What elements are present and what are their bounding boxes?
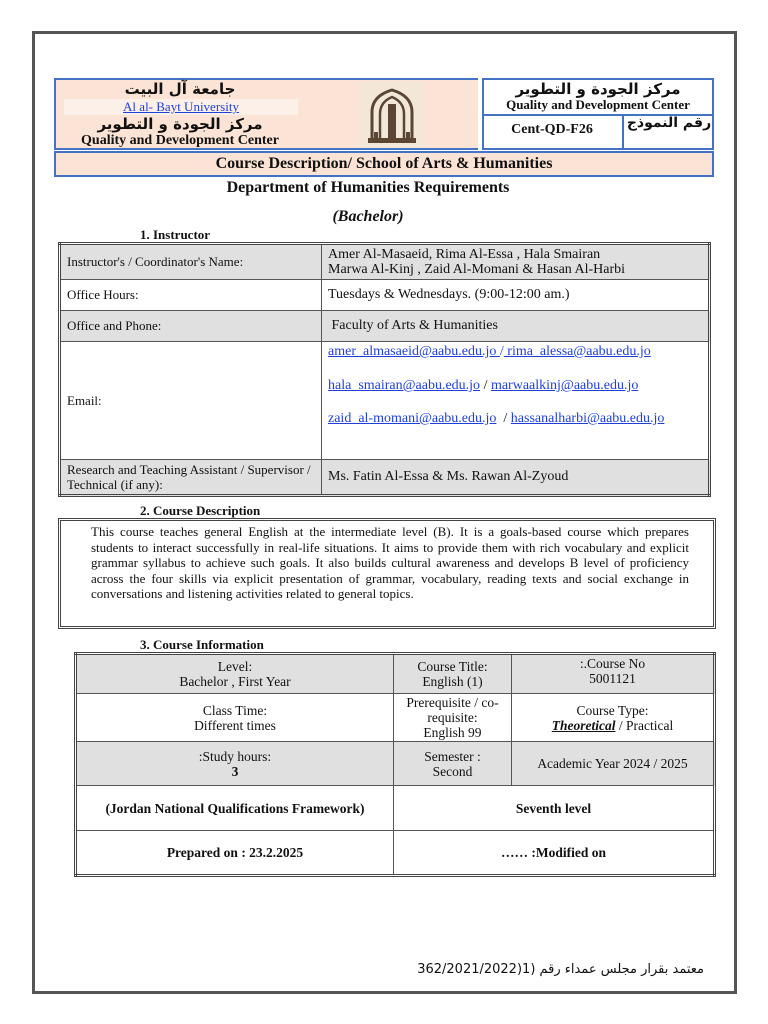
course-description-text: This course teaches general English at the intermediate level (B). It is a goals-based course which prepares students to interact successfully in real-life situations. It aims to provide them with rich vocabulary and explicit grammar syllabus to achieve such goals. It also builds cultural awareness and develops B level of proficiency across the four skills via explicit presentation of grammar, vocabulary, reading texts and social exchange in conversations and listening activities related to general topics. (91, 524, 689, 601)
table-row (60, 311, 710, 342)
academic-year-cell: Academic Year 2024 / 2025 (512, 742, 715, 786)
approval-note: معتمد بقرار مجلس عمداء رقم (1(362/2021/2022 (417, 962, 704, 977)
prerequisite-cell (394, 694, 512, 742)
office-phone-value: Faculty of Arts & Humanities (322, 311, 710, 342)
course-type-label: Course Type: (576, 702, 649, 718)
center-name-ar-left: مركز الجودة و التطوير (97, 115, 263, 133)
university-logo (360, 82, 424, 148)
email-separator: / (499, 344, 504, 359)
table-row (76, 831, 715, 876)
level-value: Bachelor , First Year (179, 674, 291, 689)
office-hours-value: Tuesdays & Wednesdays. (9:00-12:00 am.) (322, 280, 710, 311)
section-heading-course-info: 3. Course Information (140, 637, 264, 652)
course-info-table (74, 652, 716, 877)
course-type-value (516, 718, 709, 733)
semester-cell (394, 742, 512, 786)
center-name-en-right: Quality and Development Center (506, 97, 690, 112)
course-title-cell (394, 654, 512, 694)
table-row (76, 654, 715, 694)
university-name-en[interactable]: Al al- Bayt University (64, 99, 298, 115)
course-no-label: :.Course No (579, 656, 646, 671)
form-number-label-ar: رقم النموذج (626, 115, 712, 131)
semester-label: Semester : (424, 748, 481, 764)
email-link[interactable]: amer_almasaeid@aabu.edu.jo (328, 344, 500, 359)
email-value (322, 342, 710, 460)
prerequisite-label: Prerequisite / co-requisite: (406, 695, 499, 725)
class-time-label: Class Time: (202, 702, 268, 718)
email-separator: / (503, 411, 508, 426)
section-heading-instructor: 1. Instructor (140, 227, 211, 242)
coordinator-name-value (322, 244, 710, 280)
prepared-on: Prepared on : 23.2.2025 (76, 831, 394, 876)
email-link[interactable]: hala_smairan@aabu.edu.jo (328, 378, 481, 393)
assistant-label: Research and Teaching Assistant / Supervisor / Technical (if any): (60, 460, 322, 496)
modified-on: …… :Modified on (394, 831, 715, 876)
table-row (60, 280, 710, 311)
form-id: Cent-QD-F26 (511, 122, 593, 137)
department-title: Department of Humanities Requirements (226, 179, 510, 196)
course-title-value: English (1) (422, 674, 483, 689)
level-cell (76, 654, 394, 694)
form-id-divider (622, 114, 624, 150)
table-row (60, 342, 710, 460)
table-row (76, 742, 715, 786)
coordinator-name-label: Instructor's / Coordinator's Name: (60, 244, 322, 280)
study-hours-label: :Study hours: (198, 748, 272, 764)
assistant-value: Ms. Fatin Al-Essa & Ms. Rawan Al-Zyoud (322, 460, 710, 496)
email-separator: / (483, 378, 488, 393)
jnqf-label: (Jordan National Qualifications Framework) (76, 786, 394, 831)
course-type-practical: / Practical (615, 717, 674, 733)
email-link[interactable]: hassanalharbi@aabu.edu.jo (510, 411, 665, 426)
office-phone-label: Office and Phone: (60, 311, 322, 342)
center-name-en-left: Quality and Development Center (81, 133, 279, 148)
course-type-theoretical: Theoretical (551, 717, 616, 733)
course-type-cell (512, 694, 715, 742)
prerequisite-value: English 99 (423, 725, 482, 740)
course-no-value: 5001121 (589, 671, 636, 686)
table-row (76, 694, 715, 742)
university-logo-icon (360, 82, 424, 148)
university-name-ar: جامعة آل البيت (124, 80, 236, 98)
email-label: Email: (60, 342, 322, 460)
instructor-table (58, 242, 711, 497)
class-time-value: Different times (194, 717, 276, 733)
office-hours-label: Office Hours: (60, 280, 322, 311)
center-name-ar-right: مركز الجودة و التطوير (515, 80, 681, 98)
class-time-cell (76, 694, 394, 742)
course-title-label: Course Title: (417, 659, 488, 674)
study-hours-value: 3 (231, 763, 239, 779)
email-link[interactable]: rima_alessa@aabu.edu.jo (503, 344, 651, 359)
table-row (60, 244, 710, 280)
course-description-box (58, 518, 716, 629)
coordinator-names-line2: Marwa Al-Kinj , Zaid Al-Momani & Hasan Al-Harbi (328, 262, 626, 277)
coordinator-names-line1: Amer Al-Masaeid, Rima Al-Essa , Hala Smairan (328, 247, 601, 262)
table-row (76, 786, 715, 831)
section-heading-description: 2. Course Description (140, 503, 261, 518)
email-link[interactable]: zaid_al-momani@aabu.edu.jo (328, 411, 497, 426)
semester-value: Second (432, 763, 473, 779)
school-title-bar: Course Description/ School of Arts & Humanities (54, 151, 714, 177)
course-no-cell (512, 654, 715, 694)
degree-title: (Bachelor) (332, 208, 404, 225)
study-hours-cell (76, 742, 394, 786)
jnqf-level: Seventh level (394, 786, 715, 831)
email-link[interactable]: marwaalkinj@aabu.edu.jo (490, 378, 639, 393)
level-label: Level: (217, 659, 253, 674)
table-row (60, 460, 710, 496)
